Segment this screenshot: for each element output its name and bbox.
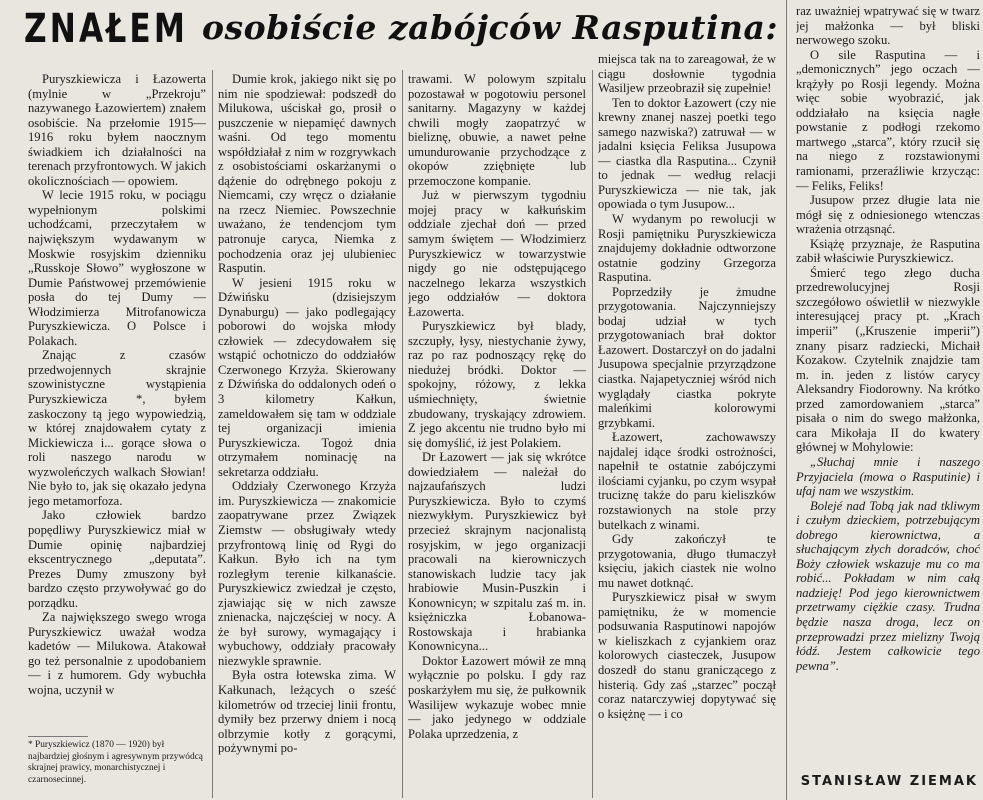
article-paragraph: W wydanym po rewolucji w Rosji pamiętniku Puryszkiewicza znajdujemy dokładnie odtworzone ostatnie godziny Grzegorza Rasputina. (598, 212, 776, 285)
article-paragraph: W jesieni 1915 roku w Dźwińsku (dzisiejszym Dynaburgu) — jako podlegający poborowi do wojska młody człowiek — zdecydowałem się wstąpić ochotniczo do oddziałów Czerwonego Krzyża. Skierowany z Dźwińska do oddalonych odeń o 3 kilometry Kałkun, zameldowałem się tam w oddziale tej organizacji imienia Puryszkiewicza. Togoż dnia otrzymałem nominację na sekretarza oddziału. (218, 275, 396, 479)
article-paragraph: Jako człowiek bardzo popędliwy Puryszkiewicz miał w Dumie opinię najbardziej ekscentrycznego „deputata”. Prezes Dumy zmuszony był bardzo często przywoływać go do porządku. (28, 508, 206, 610)
article-column-2 (218, 72, 396, 800)
article-paragraph: trawami. W polowym szpitalu pozostawał w pogotowiu personel sanitarny. Magazyny w każdej chwili mogły zaopatrzyć w bieliznę, obuwie, a nawet pełne umundurowanie przychodzące z okopów zziębnięte lub przemoczone kompanie. (408, 72, 586, 188)
article-paragraph: Puryszkiewicza i Łazowerta (mylnie w „Przekroju” nazywanego Łazowiertem) znałem osobiście. Na przełomie 1915—1916 roku byłem naocznym świadkiem ich działalności na terenach przyfrontowych. W jakich okolicznościach — opowiem. (28, 72, 206, 188)
headline-kicker: ZNAŁEM (24, 6, 188, 52)
article-paragraph: Znając z czasów przedwojennych skrajnie szowinistyczne wystąpienia Puryszkiewicza *, byłem zaskoczony tą jego wypowiedzią, w której znajdowałem cytaty z Mickiewicza i... gorące słowa o roli naszego narodu w wyzwoleńczych walkach Słowian! Nie było to, jak się okazało jedyna jego metamorfoza. (28, 348, 206, 508)
article-paragraph: Śmierć tego złego ducha przedrewolucyjnej Rosji szczegółowo oświetlił w niezwykle interesującej pracy pt. „Krach imperii” („Kruszenie imperii”) znany pisarz radziecki, Michaił Kozakow. Czytelnik znajdzie tam m. in. jeden z listów carycy Aleksandry Fiodorowny. Na krótko przed zamordowaniem „starca” pisała o nim do swego małżonka, cara Mikołaja II do kwatery głównej w Mohylowie: (796, 265, 980, 455)
article-paragraph: Dr Łazowert — jak się wkrótce dowiedziałem — należał do najzaufańszych ludzi Puryszkiewicza. Było to czymś niezwykłym. Puryszkiewicz był przecież skrajnym nacjonalistą rosyjskim, w jego organizacji pracowali na kierowniczych stanowiskach ludzie tacy jak hrabiowie Musin-Puszkin i Konownicyn; w szpitalu zaś m. in. księżniczka Łobanowa-Rostowskaja i hrabianka Konownicyna... (408, 450, 586, 654)
article-column-3 (408, 72, 586, 800)
column-divider (402, 70, 403, 798)
headline-title: osobiście zabójców Rasputina: (202, 8, 779, 47)
article-paragraph: Dumie krok, jakiego nikt się po nim nie spodziewał: podszedł do Milukowa, uściskał go, prosił o puszczenie w niepamięć dawnych waśni. Od tego momentu współdziałał z nim w rozgrywkach z osobistościami oskarżanymi o dążenie do odrębnego pokoju z Niemcami, czy wręcz o działanie na rzecz Niemiec. Powszechnie uważano, że tendencjom tym patronuje caryca, Niemka z pochodzenia oraz jej ulubieniec Rasputin. (218, 72, 396, 276)
article-column-5 (796, 4, 980, 770)
article-paragraph: Oddziały Czerwonego Krzyża im. Puryszkiewicza — znakomicie zaopatrywane przez Związek Ziemstw — obsługiwały wtedy przyfrontową linię od Rygi do Kałkun. Było ich na tym rozległym terenie kilkanaście. Puryszkiewicz zwiedzał je często, zjawiając się w nich zawsze znienacka, najczęściej w nocy. A że był surowy, wymagający i wybuchowy, oddziały pracowały niezwykle sprawnie. (218, 479, 396, 668)
article-paragraph: Bolejé nad Tobą jak nad tkliwym i czułym dzieckiem, potrzebującym dobrego kierownictwa, a słuchającym złych doradców, choć Boży człowiek wskazuje mu co ma robić... Pokładam w nim całą nadzieję! Pod jego kierownictwem przetrwamy ciężkie czasy. Trudna będzie nasza droga, lecz on przeprowadzi przez mielizny Twoją łódź. Jestem całkowicie tego pewna”. (796, 498, 980, 673)
article-paragraph: raz uważniej wpatrywać się w twarz jej małżonka — był bliski nerwowego szoku. (796, 4, 980, 48)
article-paragraph: Już w pierwszym tygodniu mojej pracy w kałkuńskim oddziale zjechał doń — przed samym świętem — Włodzimierz Puryszkiewicz w towarzystwie nigdy go nie odstępującego naczelnego lekarza wszystkich jego oddziałów — doktora Łazowerta. (408, 188, 586, 319)
article-paragraph: Puryszkiewicz był blady, szczupły, łysy, niestychanie żywy, raz po raz podnoszący rękę do niedużej bródki. Doktor — spokojny, różowy, z lekka uśmiechnięty, świetnie zbudowany, tryskający zdrowiem. Z jego akcentu nie trudno było mi się domyślić, iż jest Polakiem. (408, 319, 586, 450)
article-paragraph: W lecie 1915 roku, w pociągu wypełnionym polskimi uchodźcami, przeczytałem w największym wydawanym w Moskwie rosyjskim dzienniku „Russkoje Słowo” wygłoszone w Dumie Państwowej przemówienie posła do tej Dumy — Włodzimierza Mitrofanowicza Puryszkiewicza. O Polsce i Polakach. (28, 188, 206, 348)
article-column-1 (28, 72, 206, 736)
article-paragraph: „Słuchaj mnie i naszego Przyjaciela (mowa o Rasputinie) i ufaj nam we wszystkim. (796, 454, 980, 499)
article-paragraph: O sile Rasputina — i „demonicznych” jego oczach — krążyły po Rosji legendy. Można więc sobie wyobrazić, jak oddziałało na księcia nagłe powstanie z podłogi rzekomo martwego „starca”, który rzucił się na niego z rozstawionymi ramionami, przeraźliwie krzycząc: — Feliks, Feliks! (796, 47, 980, 193)
column-divider (592, 70, 593, 798)
article-paragraph: Ten to doktor Łazowert (czy nie krewny znanej naszej poetki tego samego nazwiska?) zatruwał — w jadalni księcia Feliksa Jusupowa — ciastka dla Rasputina... Czynił to jednak — według relacji Puryszkiewicza — nie tak, jak opowiada o tym Jusupow... (598, 95, 776, 212)
article-paragraph: Doktor Łazowert mówił ze mną wyłącznie po polsku. I gdy raz poskarżyłem mu się, że pułkownik Wasilijew wykazuje wobec mnie — jako jedynego w oddziale Polaka uprzedzenia, z (408, 653, 586, 741)
article-paragraph: Puryszkiewicz pisał w swym pamiętniku, że w momencie podsuwania Rasputinowi napojów w kieliszkach z cyjankiem oraz kolorowych ciasteczek, Jusupow doszedł do stanu graniczącego z histerią. Gdy zaś „starzec” począł coraz natarczywiej dopytywać się o księżnę — i co (598, 590, 776, 721)
article-paragraph: Jusupow przez długie lata nie mógł się z odniesionego wtenczas wrażenia otrząsnąć. (796, 193, 980, 237)
article-paragraph: Książę przyznaje, że Rasputina zabił właściwie Puryszkiewicz. (796, 236, 980, 266)
article-paragraph: miejsca tak na to zareagował, że w ciągu dosłownie tygodnia Wasiljew przeobraził się zupełnie! (598, 52, 776, 96)
column-divider (786, 0, 787, 800)
article-paragraph: Była ostra łotewska zima. W Kałkunach, leżących o sześć kilometrów od trzeciej linii frontu, dymiły bez przerwy dniem i nocą olbrzymie kotły z gorącymi, pożywnymi po- (218, 668, 396, 756)
article-paragraph: Poprzedziły je żmudne przygotowania. Najczynniejszy bodaj udział w tych przygotowaniach brał doktor Łazowert. Dostarczył on do jadalni Jusupowa specjalnie przyrządzone ciastka. Najapetyczniej wśród nich wyglądały ciastka pokryte maleńkimi kolorowymi grzybkami. (598, 284, 776, 430)
article-column-4 (598, 52, 776, 800)
article-paragraph: Łazowert, zachowawszy najdalej idące środki ostrożności, napełnił te ostatnie zabójczymi ilościami cyjanku, po czym wsypał truciznę także do paru kieliszków rozstawionych na stole przy butelkach z winami. (598, 430, 776, 532)
article-paragraph: Gdy zakończył te przygotowania, długo tłumaczył księciu, jakich ciastek nie wolno mu nawet dotknąć. (598, 532, 776, 590)
column-divider (212, 70, 213, 798)
author-signature: STANISŁAW ZIEMAK (800, 774, 978, 789)
article-paragraph: Za największego swego wroga Puryszkiewicz uważał wodza kadetów — Milukowa. Atakował go też personalnie z upodobaniem — i z humorem. Gdy wybuchła wojna, uczynił w (28, 610, 206, 697)
footnote: * Puryszkiewicz (1870 — 1920) był najbardziej głośnym i agresywnym przywódcą skrajnej prawicy, monarchistycznej i czarnosecinnej. (28, 740, 203, 785)
footnote-rule (28, 736, 88, 737)
